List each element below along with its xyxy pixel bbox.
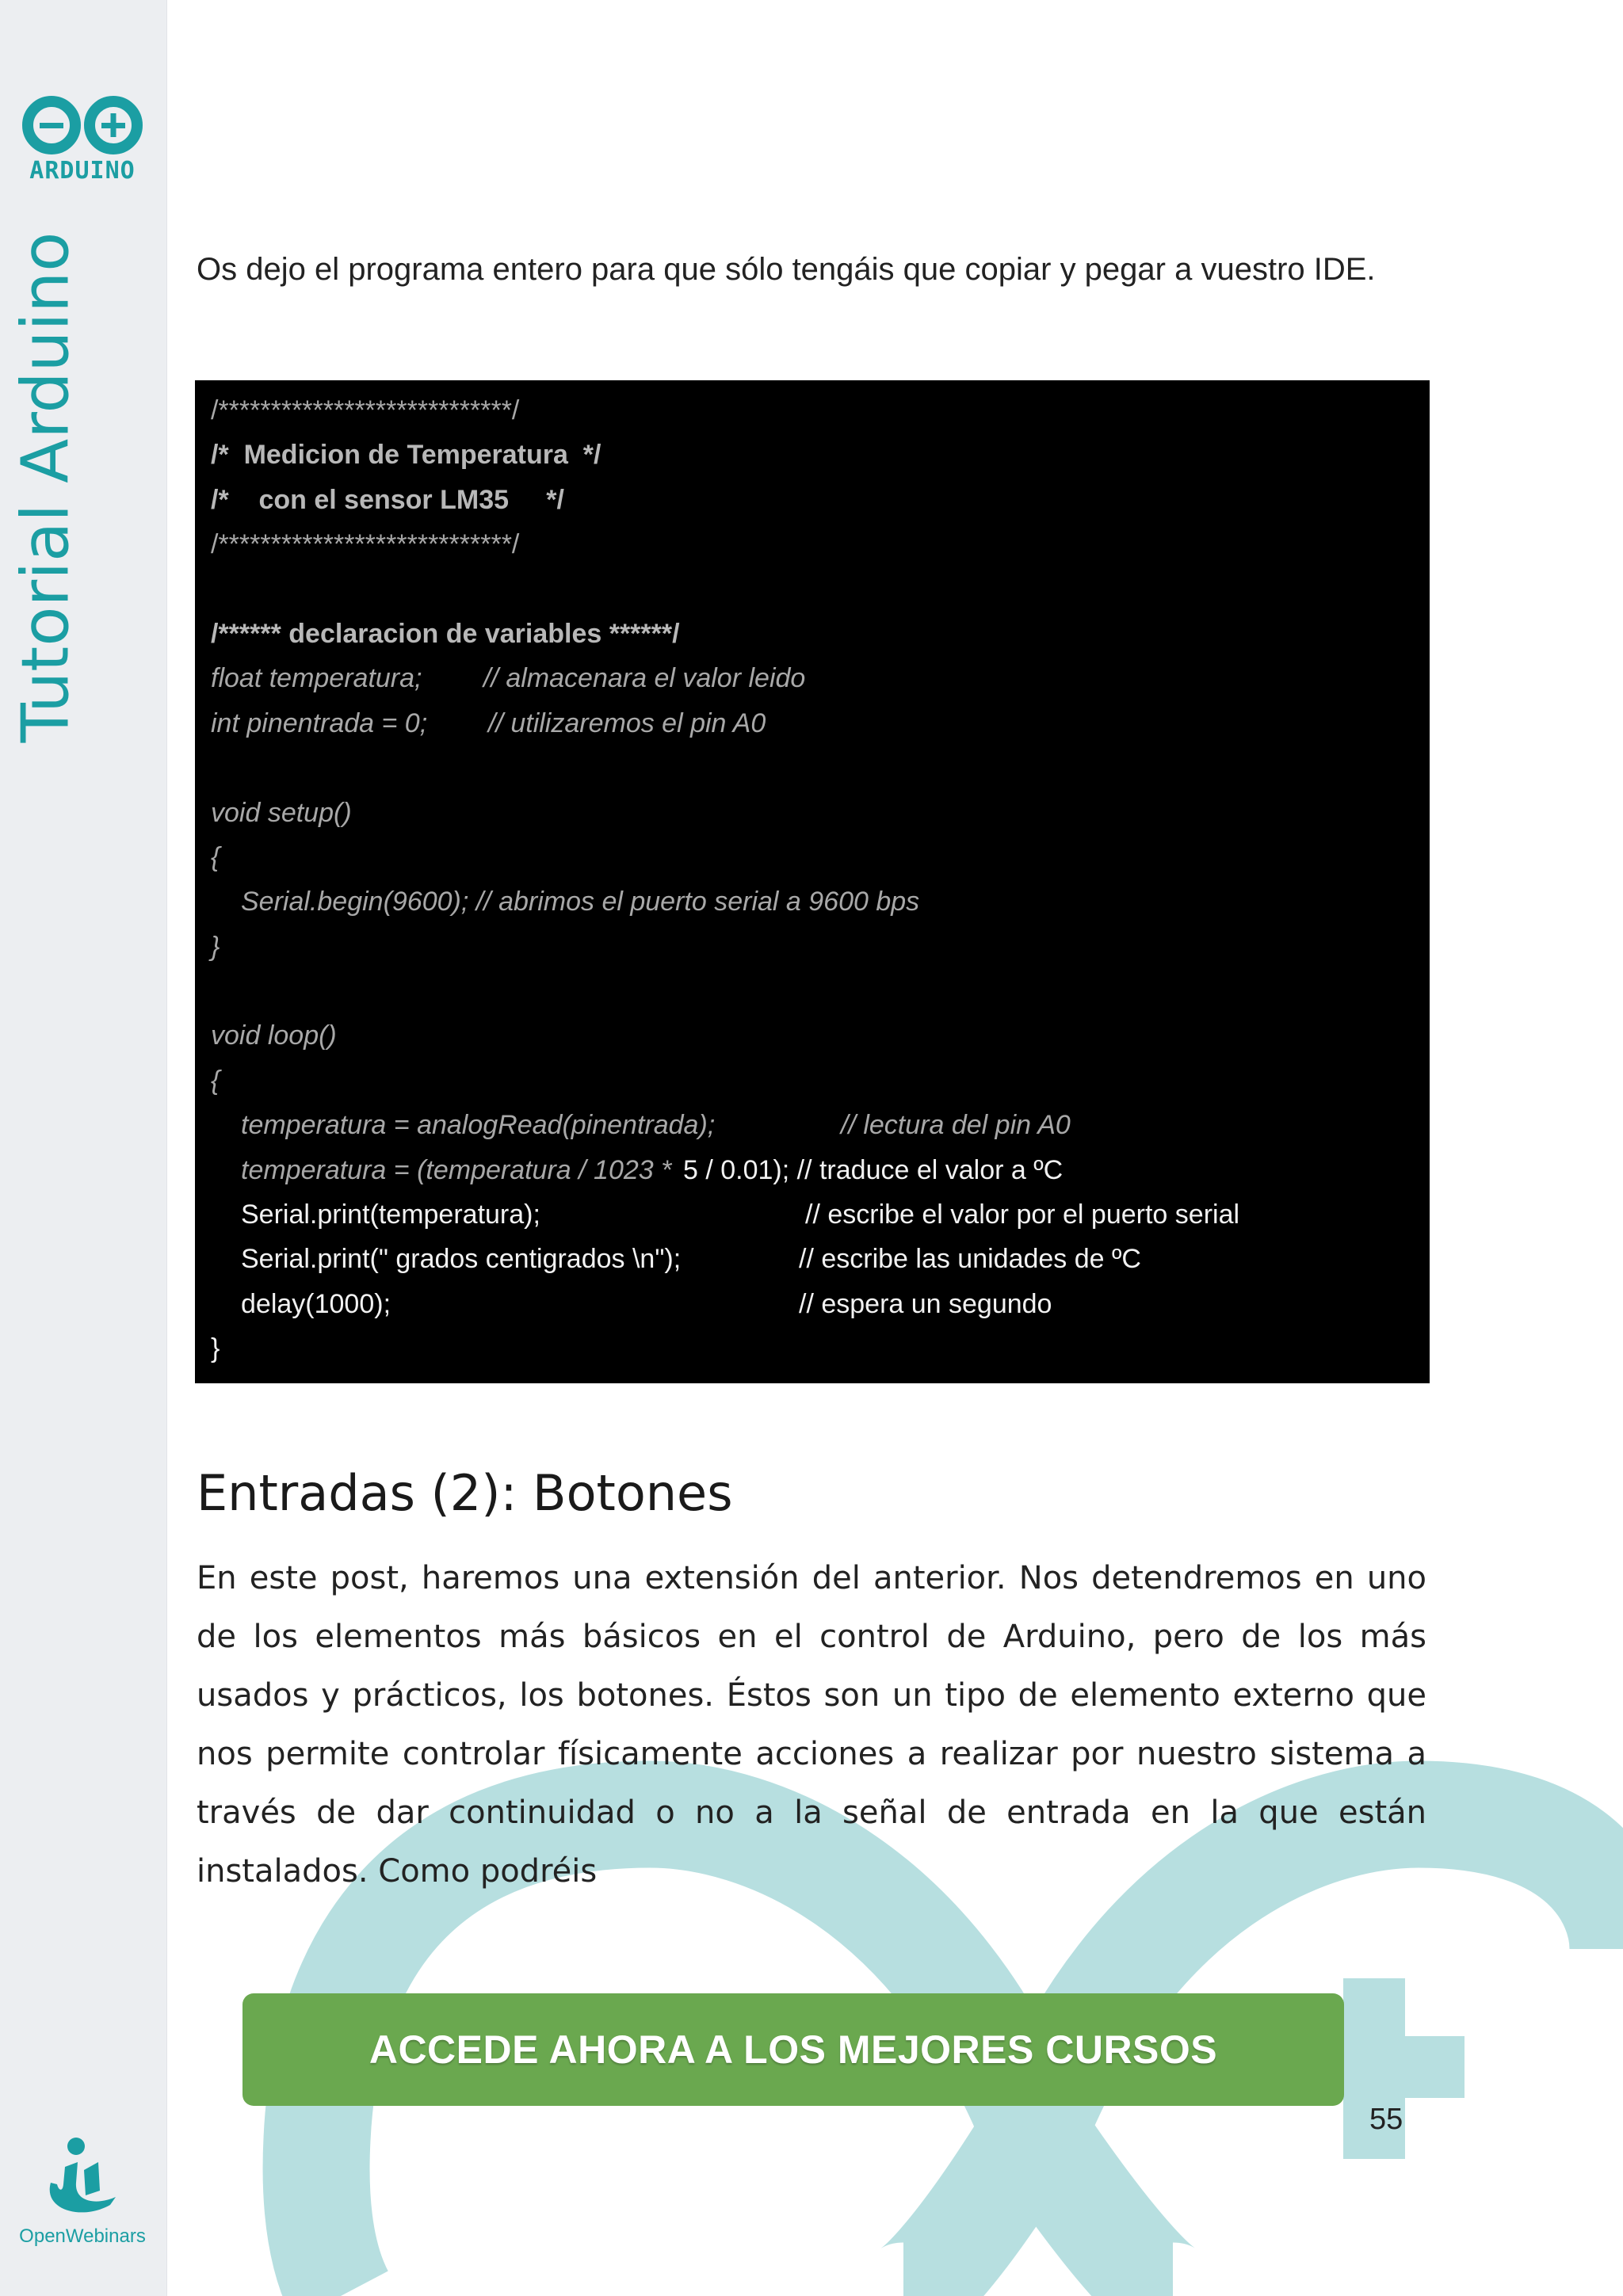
- code-text: }: [211, 1333, 220, 1364]
- code-line: [211, 478, 1430, 522]
- code-comment: // almacenara el valor leido: [483, 663, 806, 694]
- code-line: [211, 791, 1430, 835]
- code-comment: // lectura del pin A0: [841, 1110, 1071, 1141]
- code-line: [211, 522, 1430, 566]
- code-line: [211, 1103, 1430, 1147]
- code-text: /****************************/: [211, 529, 520, 560]
- code-comment: // espera un segundo: [799, 1288, 1052, 1319]
- code-comment: // utilizaremos el pin A0: [488, 707, 766, 738]
- code-line: [211, 925, 1430, 969]
- code-line: [211, 1237, 1430, 1281]
- code-text: /****************************/: [211, 395, 520, 425]
- section-heading: Entradas (2): Botones: [197, 1464, 733, 1522]
- code-line: [211, 1192, 1430, 1237]
- code-line: [211, 1013, 1430, 1058]
- code-block: [195, 380, 1430, 1383]
- code-line: [211, 388, 1430, 433]
- cta-label: ACCEDE AHORA A LOS MEJORES CURSOS: [369, 2027, 1218, 2072]
- code-line: [211, 835, 1430, 879]
- code-text: {: [211, 1065, 220, 1096]
- code-text: delay(1000);: [241, 1288, 391, 1319]
- code-text: {: [211, 841, 220, 872]
- code-text: void setup(): [211, 797, 352, 828]
- code-text: Serial.begin(9600); // abrimos el puerto serial a 9600 bps: [241, 887, 920, 917]
- code-line: [211, 879, 1430, 924]
- code-comment: // escribe las unidades de ºC: [799, 1244, 1141, 1275]
- code-line: [211, 1058, 1430, 1103]
- code-text-white: 5 / 0.01); // traduce el valor a ºC: [683, 1154, 1064, 1185]
- code-text: /* Medicion de Temperatura */: [211, 440, 601, 471]
- intro-text: Os dejo el programa entero para que sólo tengáis que copiar y pegar a vuestro IDE.: [197, 252, 1376, 287]
- code-line: [211, 1148, 1430, 1192]
- code-text: void loop(): [211, 1020, 337, 1051]
- code-text: }: [211, 931, 220, 962]
- code-line: [211, 1326, 1430, 1371]
- code-line: [211, 1282, 1430, 1326]
- code-text: int pinentrada = 0;: [211, 707, 428, 738]
- code-comment: // escribe el valor por el puerto serial: [805, 1199, 1240, 1230]
- code-line: [211, 433, 1430, 477]
- code-text: Serial.print(" grados centigrados \n");: [241, 1244, 682, 1275]
- arduino-wordmark: ARDUINO: [29, 157, 136, 185]
- code-line: [211, 656, 1430, 700]
- cta-button[interactable]: [242, 1993, 1344, 2106]
- body-paragraph: En este post, haremos una extensión del anterior. Nos detendremos en uno de los elementos más básicos en el control de Arduino, pero de los más usados y prácticos, los botones. Éstos son un tipo de elemento externo que nos permite controlar físicamente acciones a realizar por nuestro sistema a través de dar continuidad o no a la señal de entrada en la que están instalados. Como podréis: [197, 1560, 1426, 1890]
- page-number: 55: [1369, 2103, 1403, 2136]
- code-text: /* con el sensor LM35 */: [211, 484, 564, 515]
- code-text: Serial.print(temperatura);: [241, 1199, 540, 1230]
- code-line: [211, 969, 1430, 1013]
- openwebinars-wordmark: OpenWebinars: [19, 2225, 146, 2247]
- code-text: /****** declaracion de variables ******/: [211, 618, 680, 649]
- code-line: [211, 701, 1430, 746]
- code-text: float temperatura;: [211, 663, 422, 694]
- code-line: [211, 567, 1430, 612]
- code-line: [211, 746, 1430, 790]
- code-line: [211, 612, 1430, 656]
- vertical-title: Tutorial Arduino: [8, 231, 84, 743]
- code-text: temperatura = analogRead(pinentrada);: [241, 1110, 716, 1141]
- code-text: temperatura = (temperatura / 1023 *: [241, 1154, 672, 1185]
